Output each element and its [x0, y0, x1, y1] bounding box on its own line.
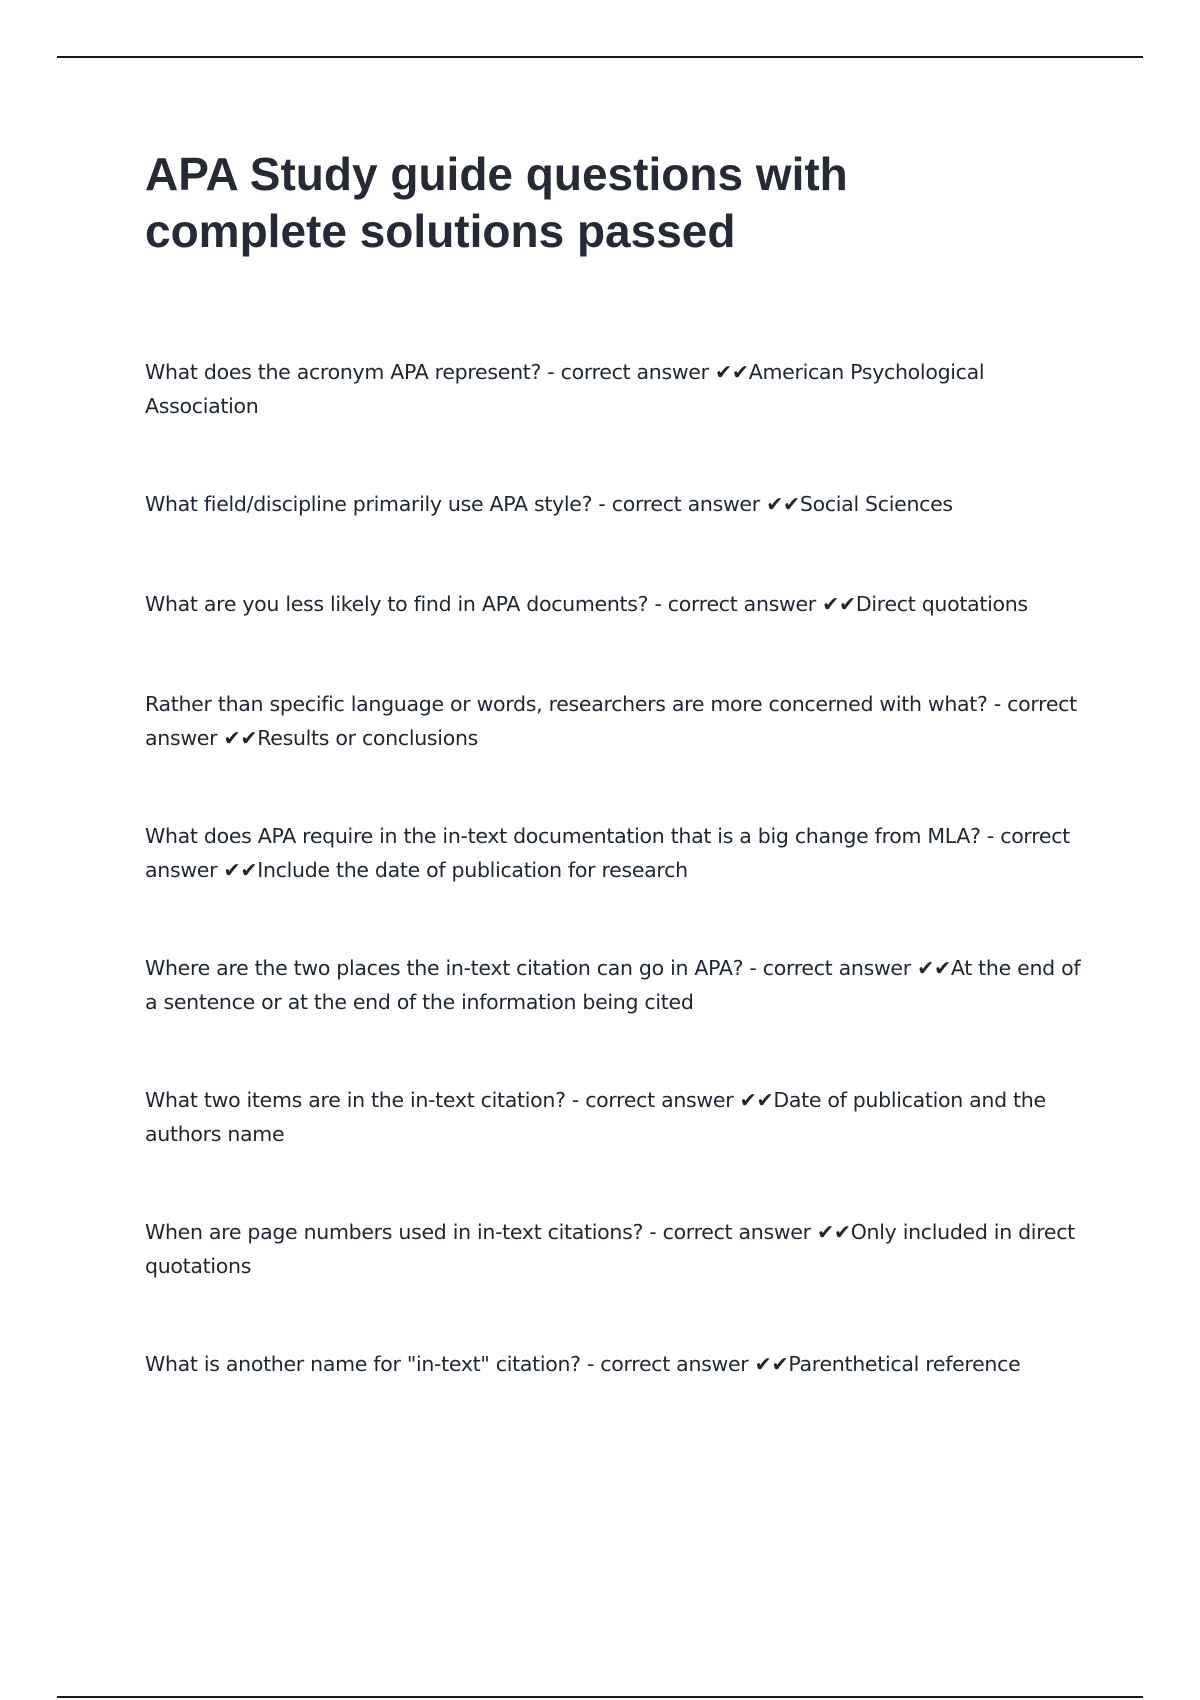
double-check-icon: ✔✔ [739, 1088, 774, 1112]
qa-item [145, 951, 1095, 1019]
question-text: When are page numbers used in in-text citations? [145, 1220, 644, 1244]
answer-separator: - correct answer [145, 824, 1070, 882]
double-check-icon: ✔✔ [223, 858, 258, 882]
answer-separator: - correct answer [586, 1352, 749, 1376]
answer-text: At the end of a sentence or at the end of the information being cited [145, 956, 1081, 1014]
answer-text: Date of publication and the authors name [145, 1088, 1046, 1146]
qa-item [145, 487, 1095, 521]
answer-separator: - correct answer [749, 956, 911, 980]
qa-item [145, 1083, 1095, 1151]
answer-text: Direct quotations [855, 592, 1028, 616]
answer-text: Parenthetical reference [788, 1352, 1021, 1376]
answer-separator: - correct answer [649, 1220, 811, 1244]
question-text: What are you less likely to find in APA documents? [145, 592, 649, 616]
question-text: What does the acronym APA represent? [145, 360, 542, 384]
double-check-icon: ✔✔ [223, 726, 258, 750]
question-text: Rather than specific language or words, researchers are more concerned with what? [145, 692, 988, 716]
top-rule [57, 56, 1143, 58]
question-text: What field/discipline primarily use APA style? [145, 492, 593, 516]
double-check-icon: ✔✔ [822, 592, 856, 616]
qa-list [145, 355, 1095, 1381]
question-text: Where are the two places the in-text citation can go in APA? [145, 956, 744, 980]
qa-item [145, 1347, 1095, 1381]
answer-separator: - correct answer [145, 692, 1077, 750]
answer-separator: - correct answer [654, 592, 816, 616]
bottom-rule [57, 1696, 1143, 1698]
answer-text: Results or conclusions [257, 726, 479, 750]
answer-text: Include the date of publication for research [257, 858, 688, 882]
qa-item [145, 355, 1095, 423]
double-check-icon: ✔✔ [917, 956, 951, 980]
answer-separator: - correct answer [571, 1088, 734, 1112]
double-check-icon: ✔✔ [766, 492, 800, 516]
qa-item [145, 687, 1095, 755]
question-text: What is another name for "in-text" citation? [145, 1352, 581, 1376]
qa-item [145, 1215, 1095, 1283]
double-check-icon: ✔✔ [754, 1352, 789, 1376]
qa-item [145, 587, 1095, 621]
answer-separator: - correct answer [547, 360, 709, 384]
qa-item [145, 819, 1095, 887]
question-text: What does APA require in the in-text documentation that is a big change from MLA? [145, 824, 981, 848]
answer-text: American Psychological Association [145, 360, 985, 418]
page-title: APA Study guide questions with complete solutions passed [145, 148, 848, 257]
answer-text: Only included in direct quotations [145, 1220, 1075, 1278]
double-check-icon: ✔✔ [714, 360, 749, 384]
question-text: What two items are in the in-text citation? [145, 1088, 566, 1112]
double-check-icon: ✔✔ [816, 1220, 851, 1244]
answer-separator: - correct answer [598, 492, 760, 516]
answer-text: Social Sciences [799, 492, 953, 516]
